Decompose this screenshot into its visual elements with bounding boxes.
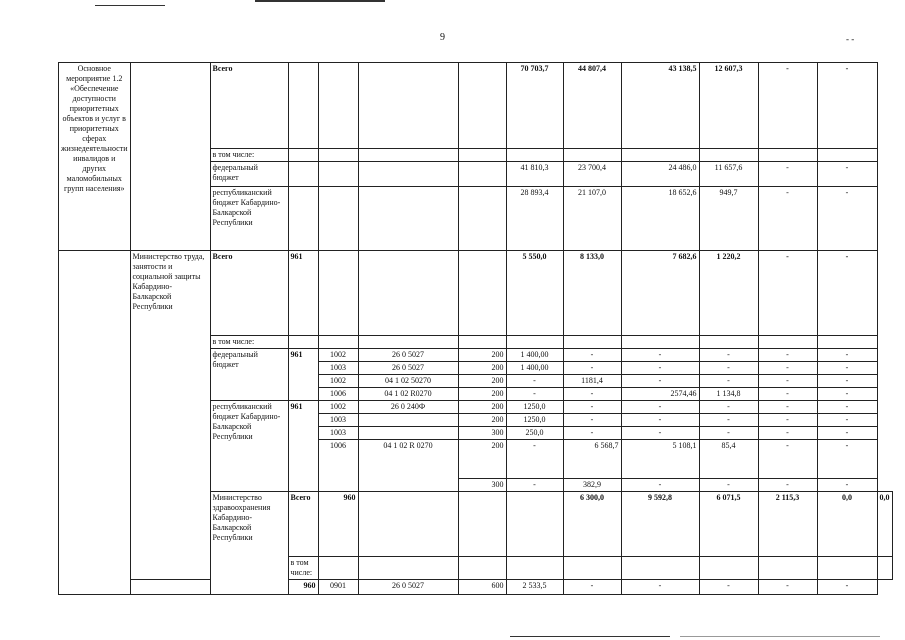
value-cell: 28 893,4 [506,187,563,251]
table-row [59,251,893,336]
vr-cell: 300 [458,479,506,492]
value-cell: - [758,375,817,388]
federal-label: федеральный бюджет [210,349,288,401]
csr-cell: 04 1 02 R0270 [358,388,458,401]
value-cell: - [758,388,817,401]
value-cell: 6 300,0 [563,492,621,557]
value-cell: - [699,401,758,414]
value-cell: - [817,401,877,414]
csr-cell [358,414,458,427]
scan-artifact-top [255,0,385,2]
including-label: в том числе: [210,149,288,162]
value-cell: - [758,251,817,336]
section-cell [318,63,358,149]
value-cell: - [699,427,758,440]
value-cell: - [563,414,621,427]
value-cell: - [699,580,758,595]
section-cell: 0901 [318,580,358,595]
value-cell: - [699,414,758,427]
vr-cell: 200 [458,401,506,414]
federal-label: федеральный бюджет [210,162,288,187]
value-cell: 6 568,7 [563,440,621,479]
value-cell: - [758,427,817,440]
csr-cell: 26 0 5027 [358,362,458,375]
value-cell: - [506,440,563,479]
budget-table [58,62,893,595]
table-row [59,63,893,149]
measure-title-continuation [59,251,131,595]
vr-cell: 300 [458,427,506,440]
value-cell: - [758,580,817,595]
value-cell: - [563,349,621,362]
value-cell: - [563,388,621,401]
value-cell: - [817,375,877,388]
section-cell: 1002 [318,375,358,388]
csr-cell [358,63,458,149]
grbs-cell: 961 [288,251,318,336]
value-cell: 1250,0 [506,414,563,427]
value-cell: - [621,401,699,414]
value-cell: 5 550,0 [506,251,563,336]
grbs-cell: 960 [318,492,358,557]
value-cell: - [817,479,877,492]
value-cell: - [758,162,817,187]
section-cell: 1002 [318,401,358,414]
section-cell: 1006 [318,440,358,492]
value-cell: - [758,362,817,375]
value-cell: - [817,162,877,187]
section-cell: 1003 [318,362,358,375]
measure-title-cell: Основное мероприятие 1.2 «Обеспечение доступности приоритетных объектов и услуг в приоритетных сферах жизнедеятельности инвалидов и других маломобильных групп населения» [59,63,131,251]
value-cell: 1181,4 [563,375,621,388]
republic-label: республиканский бюджет Кабардино-Балкарской Республики [210,401,288,492]
value-cell: - [817,63,877,149]
value-cell: - [758,414,817,427]
value-cell: - [506,479,563,492]
value-cell: 23 700,4 [563,162,621,187]
csr-cell: 26 0 5027 [358,580,458,595]
value-cell: - [506,388,563,401]
value-cell: 8 133,0 [563,251,621,336]
value-cell: - [699,479,758,492]
grbs-cell: 960 [288,580,318,595]
value-cell: 12 607,3 [699,63,758,149]
value-cell: 9 592,8 [621,492,699,557]
page-number: 9 [440,32,445,43]
grbs-cell: 961 [288,349,318,401]
value-cell: - [817,427,877,440]
value-cell: - [758,401,817,414]
value-cell: - [817,580,877,595]
value-cell: 44 807,4 [563,63,621,149]
value-cell: 85,4 [699,440,758,479]
value-cell: - [758,63,817,149]
grbs-cell [288,63,318,149]
table-body [59,63,893,595]
value-cell: - [817,440,877,479]
grbs-cell: 961 [288,401,318,492]
section-cell: 1002 [318,349,358,362]
value-cell: - [817,251,877,336]
value-cell: - [506,375,563,388]
value-cell: 21 107,0 [563,187,621,251]
vr-cell: 200 [458,388,506,401]
value-cell: - [563,580,621,595]
value-cell: - [699,362,758,375]
vr-cell: 200 [458,440,506,479]
value-cell: 5 108,1 [621,440,699,479]
value-cell: 382,9 [563,479,621,492]
vr-cell: 200 [458,349,506,362]
value-cell: 1 400,00 [506,349,563,362]
vr-cell: 200 [458,362,506,375]
value-cell: - [699,349,758,362]
total-label: Всего [210,251,288,336]
value-cell: - [817,349,877,362]
total-label: Всего [288,492,318,557]
value-cell: 0,0 [877,492,892,557]
value-cell: 0,0 [817,492,877,557]
csr-cell: 26 0 5027 [358,349,458,362]
value-cell: 2 533,5 [506,580,563,595]
section-cell: 1006 [318,388,358,401]
value-cell: - [817,187,877,251]
value-cell: 24 486,0 [621,162,699,187]
executor-cell [130,63,210,251]
csr-cell [358,427,458,440]
vr-cell: 600 [458,580,506,595]
scan-artifact-bottom [680,636,880,637]
value-cell: - [621,362,699,375]
value-cell: - [758,479,817,492]
section-cell: 1003 [318,414,358,427]
value-cell: - [817,414,877,427]
value-cell: 2 115,3 [758,492,817,557]
value-cell: 7 682,6 [621,251,699,336]
csr-cell: 04 1 02 50270 [358,375,458,388]
value-cell: - [621,414,699,427]
value-cell: - [699,375,758,388]
value-cell: 949,7 [699,187,758,251]
scan-artifact-bottom [510,636,670,637]
including-label: в том числе: [288,557,318,580]
value-cell: - [563,401,621,414]
value-cell: - [563,362,621,375]
vr-cell [458,63,506,149]
value-cell: 70 703,7 [506,63,563,149]
ministry-labor-name: Министерство труда, занятости и социальной защиты Кабардино-Балкарской Республики [130,251,210,580]
corner-mark: - - [846,34,855,44]
value-cell: - [621,349,699,362]
value-cell: 1 134,8 [699,388,758,401]
csr-cell: 04 1 02 R 0270 [358,440,458,492]
value-cell: 1250,0 [506,401,563,414]
republic-label: республиканский бюджет Кабардино-Балкарской Республики [210,187,288,251]
section-cell: 1003 [318,427,358,440]
ministry-health-name: Министерство здравоохранения Кабардино-Балкарской Республики [210,492,288,595]
value-cell: - [621,580,699,595]
table-row [59,580,893,595]
total-label: Всего [210,63,288,149]
value-cell: 43 138,5 [621,63,699,149]
value-cell: - [758,349,817,362]
value-cell: - [621,375,699,388]
value-cell: - [758,440,817,479]
scan-artifact-top [95,5,165,6]
including-label: в том числе: [210,336,288,349]
value-cell: 6 071,5 [699,492,758,557]
value-cell: - [758,187,817,251]
value-cell: - [621,427,699,440]
value-cell: 1 220,2 [699,251,758,336]
value-cell: 1 400,00 [506,362,563,375]
value-cell: - [817,388,877,401]
vr-cell: 200 [458,375,506,388]
csr-cell: 26 0 240Ф [358,401,458,414]
value-cell: 41 810,3 [506,162,563,187]
value-cell: - [563,427,621,440]
value-cell: 11 657,6 [699,162,758,187]
value-cell: 250,0 [506,427,563,440]
value-cell: - [817,362,877,375]
value-cell: 2574,46 [621,388,699,401]
value-cell: - [621,479,699,492]
vr-cell: 200 [458,414,506,427]
value-cell: 18 652,6 [621,187,699,251]
